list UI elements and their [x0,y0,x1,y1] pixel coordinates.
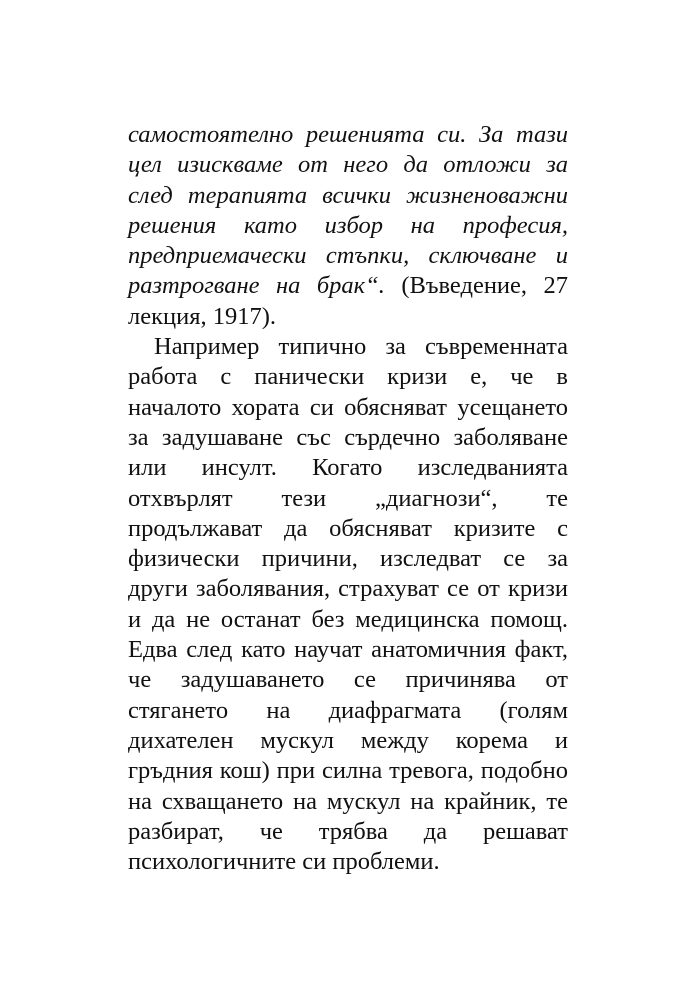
text-line: цел изискваме от него да отложи за [128,151,568,179]
text-line: лекция, 1917). [128,302,277,330]
citation: (Въведение, 27 [384,272,568,300]
text-line: и да не останат без медицинска помощ. [128,605,568,633]
text-line: предприемачески стъпки, сключване и [128,242,568,270]
text-line: началото хората си обясняват усещането [128,393,568,421]
text-line: работа с панически кризи е, че в [128,363,568,391]
text-line: разбират, че трябва да решават [128,817,568,845]
text-line: или инсулт. Когато изследванията [128,454,568,482]
text-line: други заболявания, страхуват се от кризи [128,575,568,603]
text-line [128,271,568,301]
quote-closing: разтрогване на брак“. [128,272,385,300]
text-line: решения като избор на професия, [128,211,568,239]
document-page [128,120,568,877]
paragraph-quote-end [128,120,568,332]
text-line: че задушаването се причинява от [128,666,568,694]
text-line: самостоятелно решенията си. За тази [128,121,568,148]
text-line: стягането на диафрагмата (голям [128,696,568,724]
text-line: отхвърлят тези „диагнози“, те [128,484,568,512]
text-line: гръдния кош) при силна тревога, подобно [128,757,568,785]
text-line: Едва след като научат анатомичния факт, [128,636,568,664]
text-line: дихателен мускул между корема и [128,726,568,754]
text-line: продължават да обясняват кризите с [128,514,568,542]
text-line: на схващането на мускул на крайник, те [128,787,568,815]
text-line: физически причини, изследват се за [128,545,568,573]
text-line: за задушаване със сърдечно заболяване [128,423,568,451]
text-line: след терапията всички жизненоважни [128,181,568,209]
paragraph-panic-crises [128,332,568,877]
text-line: психологичните си проблеми. [128,848,440,876]
text-line: Например типично за съвременната [154,333,568,361]
